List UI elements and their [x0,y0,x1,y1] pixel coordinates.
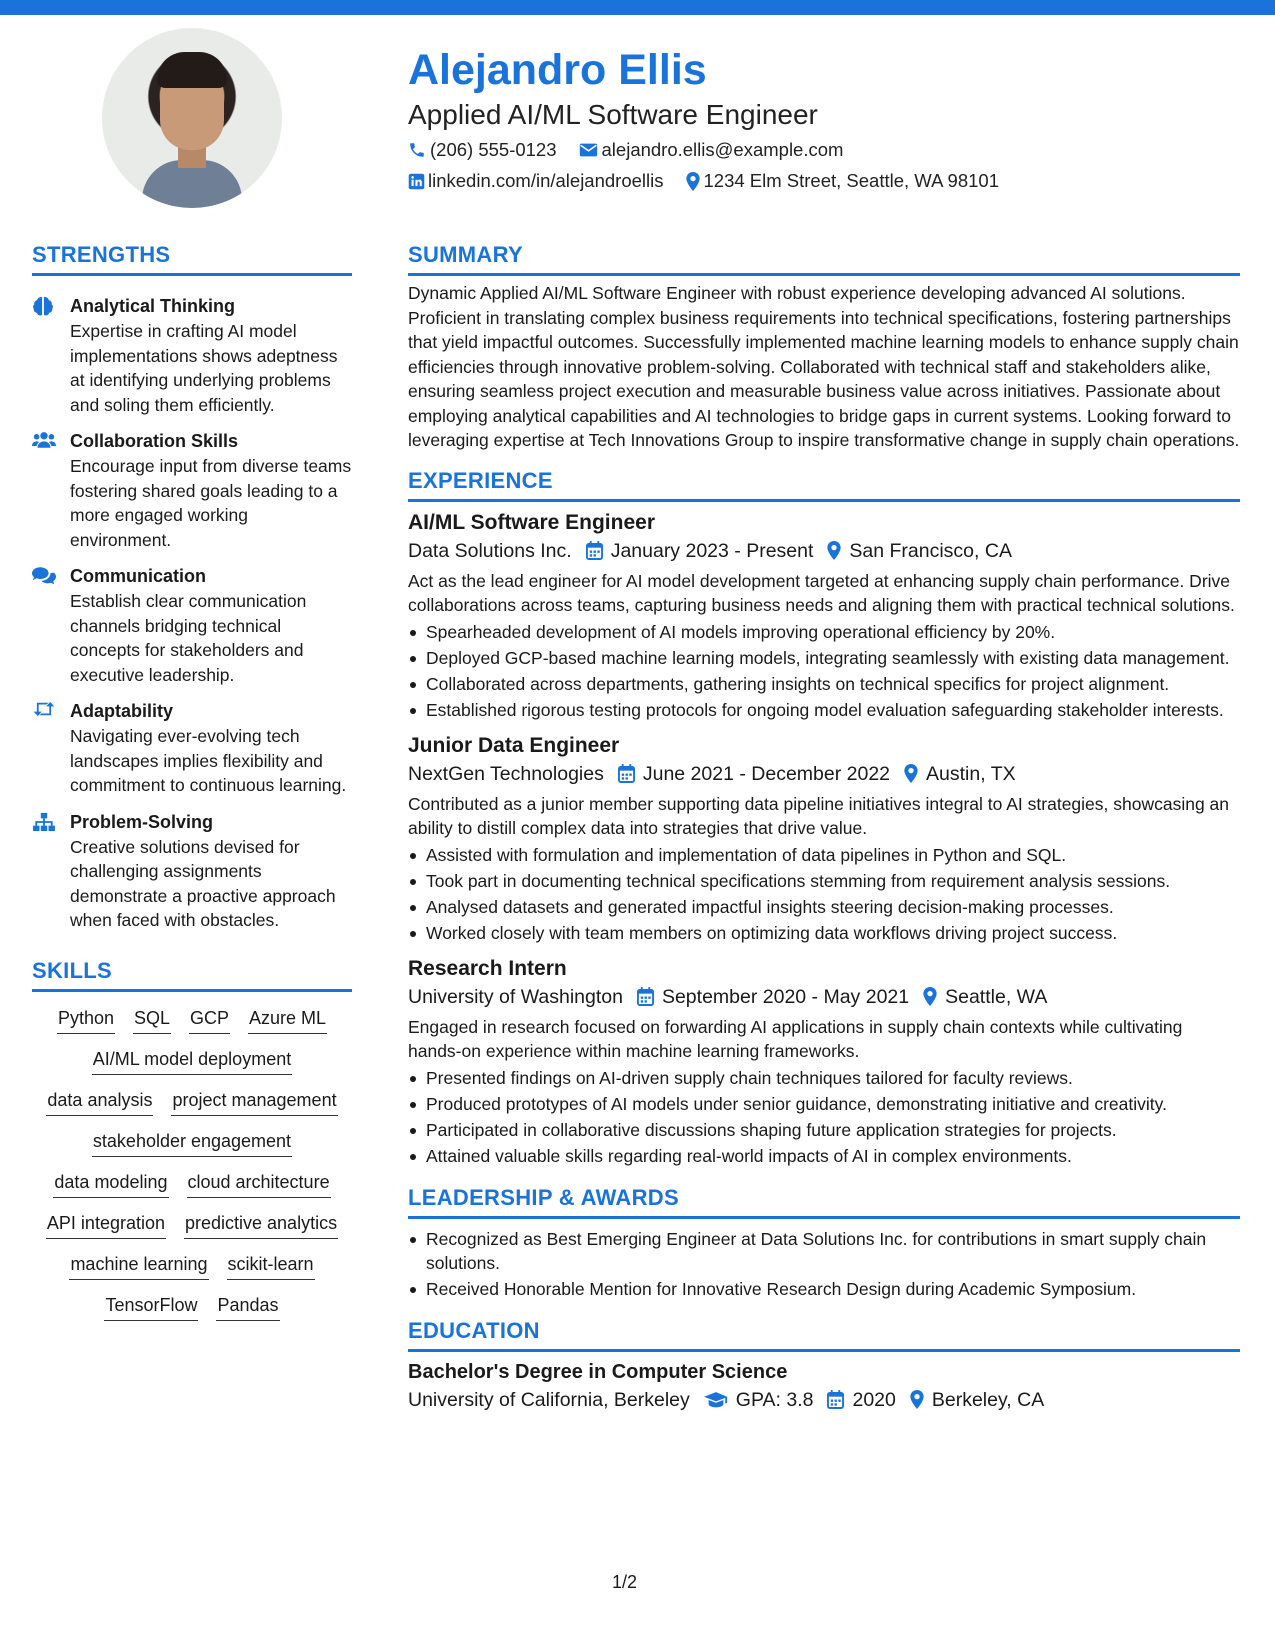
skill-tag: machine learning [69,1252,208,1280]
job-description: Engaged in research focused on forwarding AI applications in supply chain contexts while cultivating hands-on experience within machine learning frameworks. [408,1016,1183,1061]
map-marker-icon [686,172,700,191]
skill-tag: TensorFlow [104,1293,198,1321]
experience-heading: EXPERIENCE [408,467,553,493]
linkedin-link[interactable]: linkedin.com/in/alejandroellis [428,170,664,191]
linkedin-icon [408,173,425,190]
skill-tag: AI/ML model deployment [92,1047,292,1075]
section-divider [408,1349,1240,1352]
candidate-name: Alejandro Ellis [408,46,707,94]
strength-item [32,810,352,933]
skill-tag: scikit-learn [227,1252,315,1280]
envelope-icon [579,142,598,158]
phone-number[interactable]: (206) 555-0123 [430,139,557,160]
skill-tag: cloud architecture [187,1170,331,1198]
list-item: Spearheaded development of AI models improving operational efficiency by 20%. [408,620,1240,644]
awards-heading: LEADERSHIP & AWARDS [408,1184,679,1210]
strength-name: Problem-Solving [70,811,214,832]
education-entry [408,1358,1240,1414]
strength-description: Creative solutions devised for challenging assignments demonstrate a proactive approach when faced with obstacles. [70,836,336,930]
calendar-icon [618,764,635,783]
right-column [408,241,1240,1414]
strength-item [32,564,352,687]
company-name: NextGen Technologies [408,762,604,785]
users-icon [32,429,70,552]
experience-entry [408,732,1240,945]
list-item: Participated in collaborative discussions shaping future application strategies for projects. [408,1118,1240,1142]
strength-description: Expertise in crafting AI model implementations shows adeptness at identifying underlying problems and soling them efficiently. [70,321,338,415]
section-divider [408,273,1240,276]
school-location: Berkeley, CA [931,1388,1045,1411]
list-item: Analysed datasets and generated impactful insights steering decision-making processes. [408,895,1240,919]
job-dates: June 2021 - December 2022 [642,762,891,785]
job-meta [408,537,1240,565]
list-item: Attained valuable skills regarding real-world impacts of AI in complex environments. [408,1144,1240,1168]
strength-description: Navigating ever-evolving tech landscapes implies flexibility and commitment to continuous learning. [70,726,347,795]
strength-description: Encourage input from diverse teams fostering shared goals leading to a more engaged working environment. [70,456,352,550]
brain-icon [32,294,70,417]
section-divider [408,1216,1240,1219]
skill-tag: Pandas [216,1293,279,1321]
map-marker-icon [923,987,937,1006]
phone-icon [408,141,426,159]
skills-list [32,1006,352,1321]
list-item: Established rigorous testing protocols for ongoing model evaluation safeguarding stakeholder interests. [408,698,1240,722]
map-marker-icon [910,1390,924,1409]
strength-name: Collaboration Skills [70,431,239,451]
experience-entry [408,955,1240,1168]
school-name: University of California, Berkeley [408,1388,690,1411]
skill-tag: SQL [133,1006,171,1034]
top-accent-bar [0,0,1275,15]
job-bullets [408,1066,1240,1168]
resume-header [408,40,1238,193]
skill-tag: predictive analytics [184,1211,338,1239]
strength-description: Establish clear communication channels bridging technical concepts for stakeholders and executive leadership. [70,591,307,685]
job-title: Junior Data Engineer [408,733,620,757]
strength-item [32,294,352,417]
company-name: Data Solutions Inc. [408,539,572,562]
education-heading: EDUCATION [408,1317,540,1343]
sitemap-icon [32,810,70,933]
skill-tag: Azure ML [248,1006,327,1034]
skill-tag: data analysis [46,1088,153,1116]
job-title: Research Intern [408,956,567,980]
job-description: Act as the lead engineer for AI model development targeted at enhancing supply chain performance. Drive collaborations across teams, capturing business needs and aligning them with practical technical solutions. [408,570,1235,615]
job-bullets [408,843,1240,945]
contact-row-1 [408,138,1238,162]
strength-item [32,699,352,798]
skill-tag: Python [57,1006,115,1034]
section-divider [32,989,352,992]
skill-tag: API integration [46,1211,166,1239]
experience-entry [408,509,1240,722]
job-meta [408,760,1240,788]
list-item: Recognized as Best Emerging Engineer at Data Solutions Inc. for contributions in smart supply chain solutions. [408,1227,1240,1275]
graduation-cap-icon [704,1391,728,1408]
calendar-icon [827,1390,844,1409]
strengths-heading: STRENGTHS [32,242,171,267]
education-meta [408,1386,1240,1414]
job-location: Seattle, WA [945,985,1048,1008]
profile-photo [102,28,282,208]
job-location: San Francisco, CA [849,539,1012,562]
list-item: Took part in documenting technical specifications stemming from requirement analysis sessions. [408,869,1240,893]
calendar-icon [586,541,603,560]
company-name: University of Washington [408,985,623,1008]
calendar-icon [637,987,654,1006]
map-marker-icon [827,541,841,560]
address-text: 1234 Elm Street, Seattle, WA 98101 [703,170,999,191]
job-dates: January 2023 - Present [610,539,814,562]
list-item: Worked closely with team members on optimizing data workflows driving project success. [408,921,1240,945]
job-location: Austin, TX [926,762,1016,785]
email-link[interactable]: alejandro.ellis@example.com [601,139,844,160]
retweet-icon [32,699,70,798]
skill-tag: GCP [189,1006,230,1034]
left-column [32,241,352,1321]
job-bullets [408,620,1240,722]
gpa-text: GPA: 3.8 [735,1388,814,1411]
strength-name: Analytical Thinking [70,296,236,316]
candidate-title: Applied AI/ML Software Engineer [408,99,818,130]
list-item: Produced prototypes of AI models under senior guidance, demonstrating initiative and creativity. [408,1092,1240,1116]
contact-row-2 [408,169,1238,193]
list-item: Deployed GCP-based machine learning models, integrating seamlessly with existing data management. [408,646,1240,670]
skills-heading: SKILLS [32,957,113,983]
comments-icon [32,564,70,687]
strength-item [32,429,352,552]
strength-name: Communication [70,566,207,586]
job-meta [408,983,1240,1011]
section-divider [408,499,1240,502]
job-description: Contributed as a junior member supporting data pipeline initiatives integral to AI strategies, showcasing an ability to distill complex data into strategies that drive value. [408,793,1230,838]
awards-list [408,1227,1240,1301]
strength-name: Adaptability [70,701,174,721]
job-title: AI/ML Software Engineer [408,510,655,534]
graduation-year: 2020 [852,1388,896,1411]
job-dates: September 2020 - May 2021 [661,985,910,1008]
skill-tag: data modeling [53,1170,168,1198]
skill-tag: project management [171,1088,337,1116]
degree-name: Bachelor's Degree in Computer Science [408,1360,788,1383]
page-number: 1/2 [612,1572,638,1592]
summary-text: Dynamic Applied AI/ML Software Engineer with robust experience developing advanced AI solutions. Proficient in translating complex business requirements into technical specifications, fostering partnerships that yield impactful outcomes. Successfully implemented machine learning models to enhance supply chain efficiencies through innovative problem-solving. Collaborated with technical staff and stakeholders alike, ensuring seamless project execution and measurable business value across initiatives. Passionate about employing analytical capabilities and AI technologies to bridge gaps in current systems. Looking forward to leveraging expertise at Tech Innovations Group to inspire transformative change in supply chain operations. [408,283,1240,450]
map-marker-icon [904,764,918,783]
list-item: Received Honorable Mention for Innovative Research Design during Academic Symposium. [408,1277,1240,1301]
skill-tag: stakeholder engagement [92,1129,292,1157]
list-item: Assisted with formulation and implementation of data pipelines in Python and SQL. [408,843,1240,867]
list-item: Presented findings on AI-driven supply chain techniques tailored for faculty reviews. [408,1066,1240,1090]
summary-heading: SUMMARY [408,242,523,267]
list-item: Collaborated across departments, gathering insights on technical specifics for project alignment. [408,672,1240,696]
